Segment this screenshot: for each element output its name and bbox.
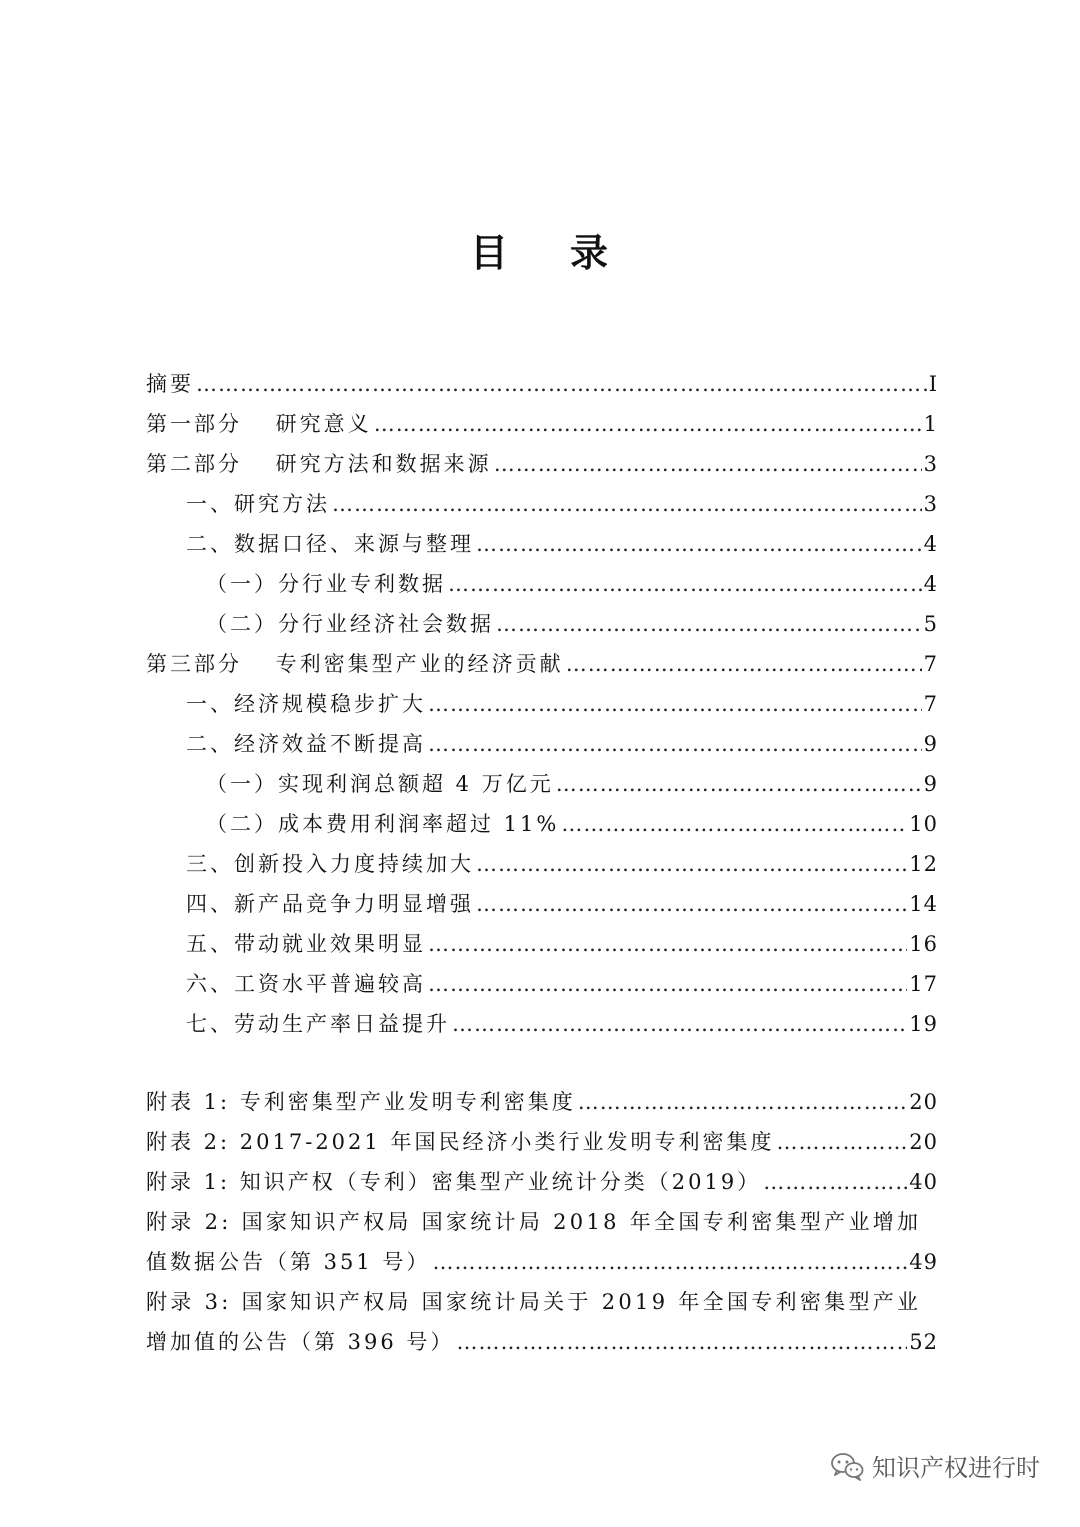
toc-entry-appendix-2-line-2[interactable] <box>146 1242 938 1282</box>
toc-entry-appendix-3-line-2[interactable] <box>146 1322 938 1362</box>
toc-page: 7 <box>923 652 938 676</box>
toc-entry-abstract[interactable] <box>146 364 938 404</box>
toc-label: （一）实现利润总额超 4 万亿元 <box>206 772 554 796</box>
toc-label: 二、经济效益不断提高 <box>186 732 426 756</box>
toc-page: 4 <box>923 532 938 556</box>
toc-label: 第三部分 专利密集型产业的经济贡献 <box>146 652 564 676</box>
toc-entry-3-2-2[interactable] <box>146 804 938 844</box>
toc-leader <box>428 724 922 764</box>
toc-page: 16 <box>909 932 938 956</box>
toc-page: 4 <box>923 572 938 596</box>
toc-entry-appendix-3-line-1[interactable] <box>146 1282 938 1322</box>
toc-page: 9 <box>923 772 938 796</box>
toc-page: 7 <box>923 692 938 716</box>
toc-label: （一）分行业专利数据 <box>206 572 446 596</box>
toc-entry-part-3[interactable] <box>146 644 938 684</box>
toc-label: 附表 1: 专利密集型产业发明专利密集度 <box>146 1090 576 1114</box>
toc-page: 9 <box>923 732 938 756</box>
toc-entry-3-1[interactable] <box>146 684 938 724</box>
toc-label: 第一部分 研究意义 <box>146 412 372 436</box>
toc-entry-3-2-1[interactable] <box>146 764 938 804</box>
toc-leader <box>578 1082 907 1122</box>
toc-entry-appendix-2-line-1[interactable] <box>146 1202 938 1242</box>
toc-page: I <box>928 372 938 396</box>
toc-label: 一、经济规模稳步扩大 <box>186 692 426 716</box>
toc-leader <box>452 1004 907 1044</box>
toc-leader <box>196 364 927 404</box>
toc-leader <box>556 764 922 804</box>
toc-entry-3-4[interactable] <box>146 884 938 924</box>
toc-entry-3-6[interactable] <box>146 964 938 1004</box>
toc-label: 摘要 <box>146 372 194 396</box>
wechat-icon <box>830 1451 864 1481</box>
toc-label: 二、数据口径、来源与整理 <box>186 532 474 556</box>
toc-label: 值数据公告（第 351 号） <box>146 1250 431 1274</box>
toc-page: 3 <box>923 452 938 476</box>
toc-label: 五、带动就业效果明显 <box>186 932 426 956</box>
toc-entry-2-2[interactable] <box>146 524 938 564</box>
toc-page: 14 <box>909 892 938 916</box>
toc-label: 附录 1: 知识产权（专利）密集型产业统计分类（2019） <box>146 1170 762 1194</box>
toc-page: 19 <box>909 1012 938 1036</box>
toc-leader <box>456 1322 907 1362</box>
toc-leader <box>566 644 922 684</box>
title-char-2: 录 <box>570 230 611 275</box>
toc-leader <box>332 484 922 524</box>
toc-entry-part-1[interactable] <box>146 404 938 444</box>
toc-page: 20 <box>909 1090 938 1114</box>
toc-entry-part-2[interactable] <box>146 444 938 484</box>
page-title <box>0 222 1080 282</box>
toc-label: 第二部分 研究方法和数据来源 <box>146 452 492 476</box>
toc-label: （二）成本费用利润率超过 11% <box>206 812 560 836</box>
toc-page: 1 <box>923 412 938 436</box>
toc-entry-2-2-1[interactable] <box>146 564 938 604</box>
watermark <box>830 1448 1040 1483</box>
toc-leader <box>476 524 922 564</box>
toc-leader <box>432 1242 907 1282</box>
toc-page: 12 <box>909 852 938 876</box>
toc-leader <box>763 1162 907 1202</box>
toc-page: 49 <box>909 1250 938 1274</box>
toc-page: 52 <box>909 1330 938 1354</box>
toc-page: 5 <box>923 612 938 636</box>
toc-label: 增加值的公告（第 396 号） <box>146 1330 455 1354</box>
toc-label: 一、研究方法 <box>186 492 330 516</box>
toc-label: （二）分行业经济社会数据 <box>206 612 494 636</box>
toc-entry-2-2-2[interactable] <box>146 604 938 644</box>
toc-entry-appendix-1[interactable] <box>146 1162 938 1202</box>
toc-label: 附表 2: 2017-2021 年国民经济小类行业发明专利密集度 <box>146 1130 775 1154</box>
table-of-contents <box>146 364 938 1362</box>
toc-leader <box>476 884 907 924</box>
toc-leader <box>776 1122 907 1162</box>
toc-label: 四、新产品竞争力明显增强 <box>186 892 474 916</box>
title-char-1: 目 <box>469 230 510 275</box>
toc-entry-appendix-table-2[interactable] <box>146 1122 938 1162</box>
toc-leader <box>496 604 922 644</box>
toc-label: 三、创新投入力度持续加大 <box>186 852 474 876</box>
toc-leader <box>561 804 907 844</box>
toc-leader <box>428 924 907 964</box>
toc-leader <box>448 564 922 604</box>
toc-entry-3-5[interactable] <box>146 924 938 964</box>
toc-label: 七、劳动生产率日益提升 <box>186 1012 450 1036</box>
toc-entry-appendix-table-1[interactable] <box>146 1082 938 1122</box>
toc-leader <box>494 444 922 484</box>
toc-entry-3-7[interactable] <box>146 1004 938 1044</box>
toc-leader <box>476 844 907 884</box>
toc-leader <box>374 404 922 444</box>
watermark-text: 知识产权进行时 <box>872 1454 1040 1482</box>
toc-label: 六、工资水平普遍较高 <box>186 972 426 996</box>
toc-page: 10 <box>909 812 938 836</box>
toc-page: 17 <box>909 972 938 996</box>
toc-leader <box>428 964 907 1004</box>
toc-entry-3-2[interactable] <box>146 724 938 764</box>
toc-page: 40 <box>909 1170 938 1194</box>
toc-leader <box>428 684 922 724</box>
toc-page: 20 <box>909 1130 938 1154</box>
toc-page: 3 <box>923 492 938 516</box>
toc-entry-3-3[interactable] <box>146 844 938 884</box>
toc-entry-2-1[interactable] <box>146 484 938 524</box>
toc-label: 附录 3: 国家知识产权局 国家统计局关于 2019 年全国专利密集型产业 <box>146 1290 922 1314</box>
toc-label: 附录 2: 国家知识产权局 国家统计局 2018 年全国专利密集型产业增加 <box>146 1210 922 1234</box>
